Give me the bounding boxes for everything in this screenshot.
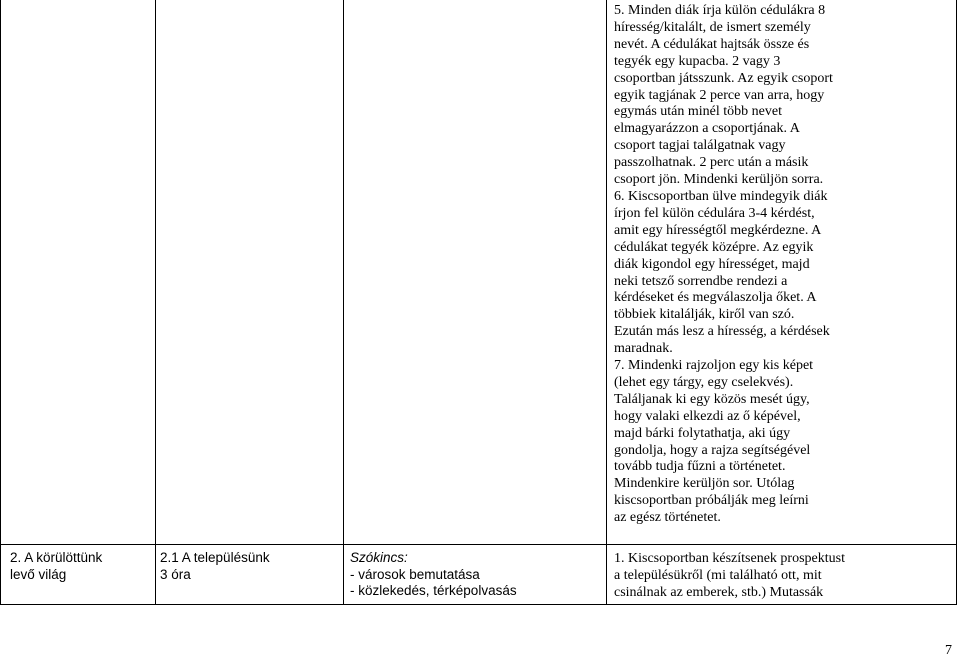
unit-cell bbox=[160, 550, 270, 583]
text-line: egymás után minél több nevet bbox=[614, 104, 782, 120]
text-line: csoport jön. Mindenki kerüljön sorra. bbox=[614, 172, 824, 188]
text-line: csinálnak az emberek, stb.) Mutassák bbox=[614, 584, 824, 600]
text-line: Találjanak ki egy közös mesét úgy, bbox=[614, 391, 810, 407]
table-border-col2 bbox=[155, 0, 156, 605]
text-line: Ezután más lesz a híresség, a kérdések bbox=[614, 324, 830, 340]
activity-text-bottom bbox=[614, 551, 845, 602]
text-line: Mindenkire kerüljön sor. Utólag bbox=[614, 476, 795, 492]
vocabulary-item: - városok bemutatása bbox=[350, 566, 480, 582]
page-number: 7 bbox=[945, 643, 952, 658]
text-line: kiscsoportban próbálják meg leírni bbox=[614, 493, 809, 509]
text-line: híresség/kitalált, de ismert személy bbox=[614, 19, 811, 35]
unit-line: 2.1 A településünk bbox=[160, 550, 270, 565]
text-line: passzolhatnak. 2 perc után a másik bbox=[614, 155, 809, 171]
text-line: majd bárki folytathatja, aki úgy bbox=[614, 425, 791, 441]
text-line: a településükről (mi található ott, mit bbox=[614, 567, 822, 583]
vocabulary-label: Szókincs: bbox=[350, 550, 408, 565]
text-line: nevét. A cédulákat hajtsák össze és bbox=[614, 36, 810, 52]
text-line: csoport tagjai találgatnak vagy bbox=[614, 138, 786, 154]
topic-line: 2. A körülöttünk bbox=[10, 550, 103, 565]
text-line: hogy valaki elkezdi az ő képével, bbox=[614, 408, 801, 424]
vocabulary-cell bbox=[350, 550, 517, 600]
text-line: kérdéseket és megválaszolja őket. A bbox=[614, 290, 817, 306]
table-border-col4 bbox=[606, 0, 607, 605]
unit-line: 3 óra bbox=[160, 566, 191, 582]
text-line: gondolja, hogy a rajza segítségével bbox=[614, 442, 811, 458]
activity-text-top bbox=[614, 3, 833, 527]
text-line: 5. Minden diák írja külön cédulákra 8 bbox=[614, 3, 826, 18]
table-border-left bbox=[0, 0, 1, 605]
table-border-row-divider bbox=[0, 544, 957, 545]
text-line: amit egy hírességtől megkérdezne. A bbox=[614, 222, 822, 238]
text-line: az egész történetet. bbox=[614, 510, 721, 526]
vocabulary-item: - közlekedés, térképolvasás bbox=[350, 583, 517, 598]
text-line: csoportban játsszunk. Az egyik csoport bbox=[614, 70, 833, 86]
text-line: tegyék egy kupacba. 2 vagy 3 bbox=[614, 53, 781, 69]
topic-line: levő világ bbox=[10, 566, 67, 582]
table-border-bottom bbox=[0, 604, 957, 605]
text-line: diák kigondol egy hírességet, majd bbox=[614, 256, 810, 272]
text-line: neki tetsző sorrendbe rendezi a bbox=[614, 273, 788, 289]
text-line: írjon fel külön cédulára 3-4 kérdést, bbox=[614, 205, 815, 221]
text-line: egyik tagjának 2 perce van arra, hogy bbox=[614, 87, 825, 103]
text-line: elmagyarázzon a csoportjának. A bbox=[614, 121, 800, 137]
table-border-right bbox=[956, 0, 957, 605]
topic-cell bbox=[10, 550, 102, 583]
vocabulary-items bbox=[350, 567, 517, 600]
text-line: maradnak. bbox=[614, 341, 673, 357]
text-line: tovább tudja fűzni a történetet. bbox=[614, 459, 786, 475]
text-line: 6. Kiscsoportban ülve mindegyik diák bbox=[614, 188, 828, 204]
text-line: cédulákat tegyék középre. Az egyik bbox=[614, 239, 814, 255]
text-line: 7. Mindenki rajzoljon egy kis képet bbox=[614, 358, 814, 374]
text-line: többiek kitalálják, kiről van szó. bbox=[614, 307, 795, 323]
text-line: 1. Kiscsoportban készítsenek prospektust bbox=[614, 551, 845, 566]
text-line: (lehet egy tárgy, egy cselekvés). bbox=[614, 374, 794, 390]
table-border-col3 bbox=[343, 0, 344, 605]
